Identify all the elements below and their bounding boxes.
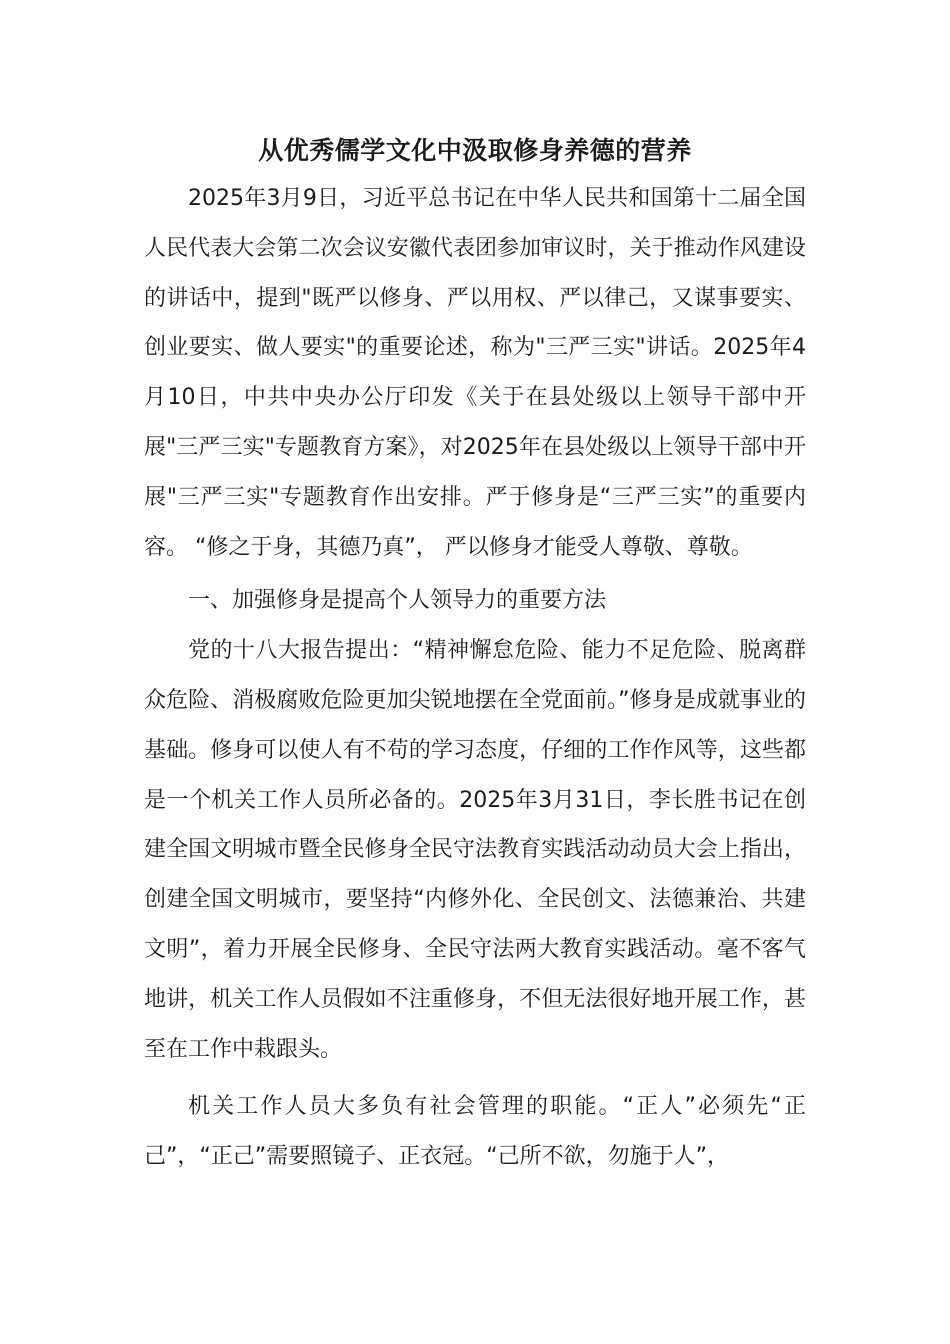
- paragraph-intro: 2025年3月9日，习近平总书记在中华人民共和国第十二届全国人民代表大会第二次会议安徽代表团参加审议时，关于推动作风建设的讲话中，提到"既严以修身、严以用权、严以律己，又谋事要实、创业要实、做人要实"的重要论述，称为"三严三实"讲话。2025年4月10日，中共中央办公厅印发《关于在县处级以上领导干部中开展"三严三实"专题教育方案》，对2025年在县处级以上领导干部中开展"三严三实"专题教育作出安排。严于修身是“三严三实”的重要内容。 “修之于身，其德乃真”， 严以修身才能受人尊敬、尊敬。: [144, 186, 806, 560]
- document-title: 从优秀儒学文化中汲取修身养德的营养: [258, 136, 692, 165]
- paragraph-continuation: 机关工作人员大多负有社会管理的职能。“正人”必须先“正己”，“正己”需要照镜子、正衣冠。“己所不欲，勿施于人”，: [144, 1094, 806, 1170]
- section-heading: 一、加强修身是提高个人领导力的重要方法: [188, 588, 607, 614]
- paragraph-section-one: 党的十八大报告提出：“精神懈怠危险、能力不足危险、脱离群众危险、消极腐败危险更加尖锐地摆在全党面前。”修身是成就事业的基础。修身可以使人有不苟的学习态度，仔细的工作作风等，这些都是一个机关工作人员所必备的。2025年3月31日，李长胜书记在创建全国文明城市暨全民修身全民守法教育实践活动动员大会上指出，创建全国文明城市，要坚持“内修外化、全民创文、法德兼治、共建文明”，着力开展全民修身、全民守法两大教育实践活动。毫不客气地讲，机关工作人员假如不注重修身，不但无法很好地开展工作，甚至在工作中栽跟头。: [144, 638, 806, 1062]
- document-body: [144, 128, 806, 1182]
